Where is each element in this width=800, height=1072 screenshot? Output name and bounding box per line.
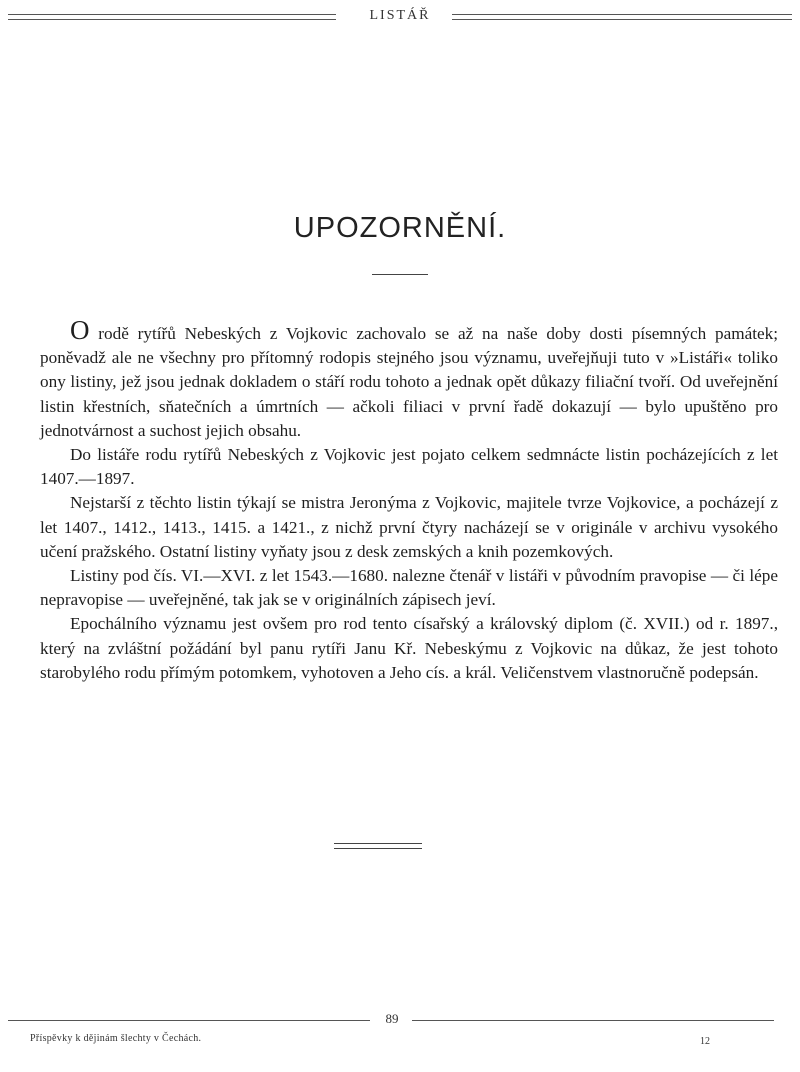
paragraph-2: Do listáře rodu rytířů Nebeských z Vojkovic jest pojato celkem sedmnácte listin pocházejících z let 1407.—1897. xyxy=(40,445,778,489)
footer-source: Příspěvky k dějinám šlechty v Čechách. xyxy=(30,1033,202,1044)
footer-rule-right xyxy=(412,1020,774,1021)
paragraph-1-text: rodě rytířů Nebeských z Vojkovic zachovalo se až na naše doby dosti písemných památek; poněvadž ale ne všechny pro přítomný rodopis stejného jsou významu, uveřejňuji tuto v »Listáři« toliko ony listiny, jež jsou jednak dokladem o stáří rodu tohoto a jednak opět důkazy filiační tvoří. Od uveřejnění listin křestních, sňatečních a úmrtních — ačkoli filiaci v první řadě dokazují — bylo upuštěno pro jednotvárnost a suchost jejich obsahu. xyxy=(40,324,778,440)
page-header xyxy=(8,8,792,28)
paragraph-3: Nejstarší z těchto listin týkají se mistra Jeronýma z Vojkovic, majitele tvrze Vojkovice, a pocházejí z let 1407., 1412., 1413., 1415. a 1421., z nichž první čtyry nacházejí se v originále v archivu vysokého učení pražského. Ostatní listiny vyňaty jsou z desk zemských a knih pozemkových. xyxy=(40,493,778,561)
page-number: 89 xyxy=(385,1011,399,1026)
paragraph-4: Listiny pod čís. VI.—XVI. z let 1543.—1680. nalezne čtenář v listáři v původním pravopise — či lépe nepravopise — uveřejněné, tak jak se v originálních zápisech jeví. xyxy=(40,566,778,610)
page-title: UPOZORNĚNÍ. xyxy=(293,212,507,244)
dropcap: O xyxy=(70,315,90,345)
footer-rule-left xyxy=(8,1020,370,1021)
header-rule-right xyxy=(452,14,792,20)
title-rule xyxy=(372,274,428,275)
paragraph-1 xyxy=(40,315,778,443)
running-title: LISTÁŘ xyxy=(369,8,431,23)
end-ornament xyxy=(334,843,422,849)
paragraph-5: Epochálního významu jest ovšem pro rod tento císařský a královský diplom (č. XVII.) od r. 1897., který na zvláštní požádání byl panu rytíři Janu Kř. Nebeskýmu z Vojkovic na důkaz, že jest tohoto starobylého rodu přímým potomkem, vyhotoven a Jeho cís. a král. Veličenstvem vlastnoručně podepsán. xyxy=(40,614,778,682)
footer-sheet-number: 12 xyxy=(700,1036,710,1047)
body-text xyxy=(40,315,778,685)
